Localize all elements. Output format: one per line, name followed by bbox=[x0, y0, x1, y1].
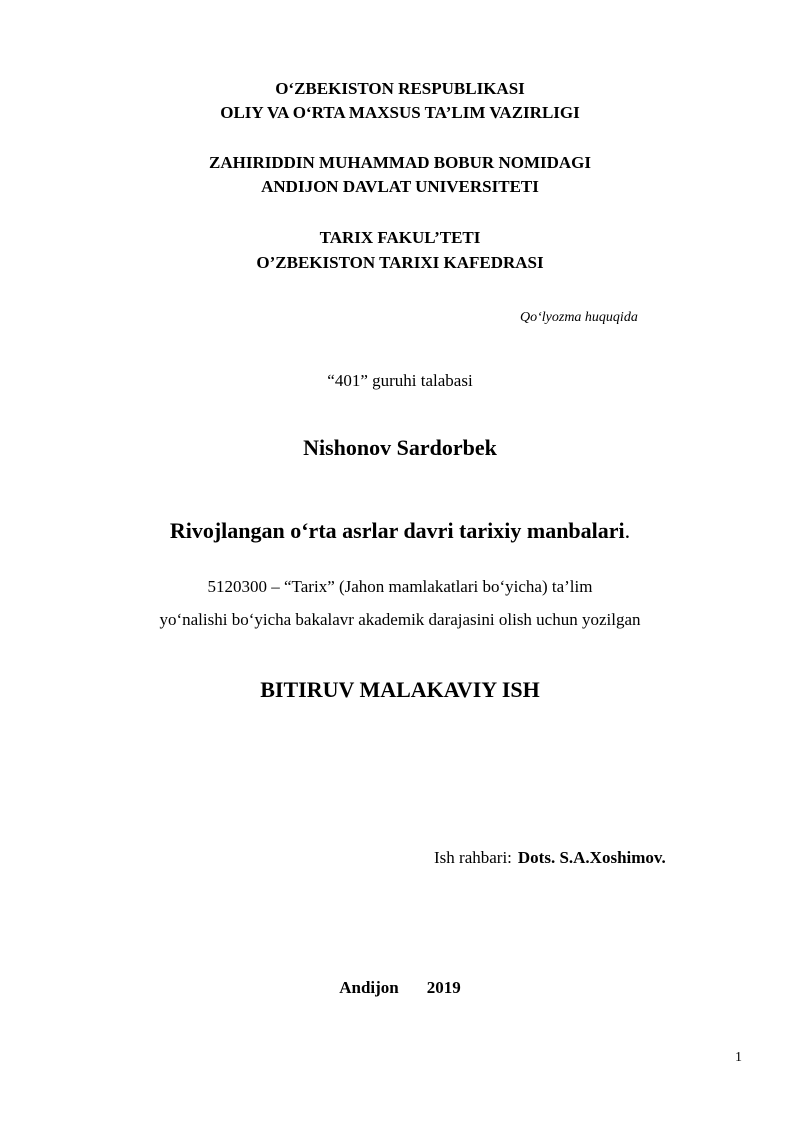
thesis-topic-period: . bbox=[624, 518, 631, 543]
university-title-line1: ZAHIRIDDIN MUHAMMAD BOBUR NOMIDAGI bbox=[208, 153, 592, 172]
supervisor-line bbox=[434, 848, 666, 868]
thesis-topic bbox=[0, 520, 800, 542]
department-title: O’ZBEKISTON TARIXI KAFEDRASI bbox=[256, 253, 544, 272]
faculty-title: TARIX FAKUL’TETI bbox=[319, 228, 481, 247]
university-title-line2: ANDIJON DAVLAT UNIVERSITETI bbox=[261, 177, 539, 196]
manuscript-rights-note: Qo‘lyozma huquqida bbox=[520, 310, 638, 325]
degree-description-line2: yo‘nalishi bo‘yicha bakalavr akademik darajasini olish uchun yozilgan bbox=[159, 610, 641, 629]
supervisor-name: Dots. S.A.Xoshimov. bbox=[517, 848, 666, 867]
ministry-title: OLIY VA O‘RTA MAXSUS TA’LIM VAZIRLIGI bbox=[220, 103, 580, 122]
republic-title: O‘ZBEKISTON RESPUBLIKASI bbox=[275, 79, 525, 98]
thesis-topic-text: Rivojlangan o‘rta asrlar davri tarixiy manbalari bbox=[169, 518, 625, 543]
city: Andijon bbox=[339, 978, 399, 997]
page-number: 1 bbox=[735, 1050, 742, 1065]
supervisor-label: Ish rahbari: bbox=[434, 848, 512, 867]
year: 2019 bbox=[426, 978, 461, 997]
student-group: “401” guruhi talabasi bbox=[327, 371, 473, 390]
place-and-year bbox=[0, 978, 800, 998]
degree-description-line1: 5120300 – “Tarix” (Jahon mamlakatlari bo‘yicha) ta’lim bbox=[207, 577, 593, 596]
author-name: Nishonov Sardorbek bbox=[303, 435, 497, 460]
work-type-title: BITIRUV MALAKAVIY ISH bbox=[260, 677, 540, 702]
